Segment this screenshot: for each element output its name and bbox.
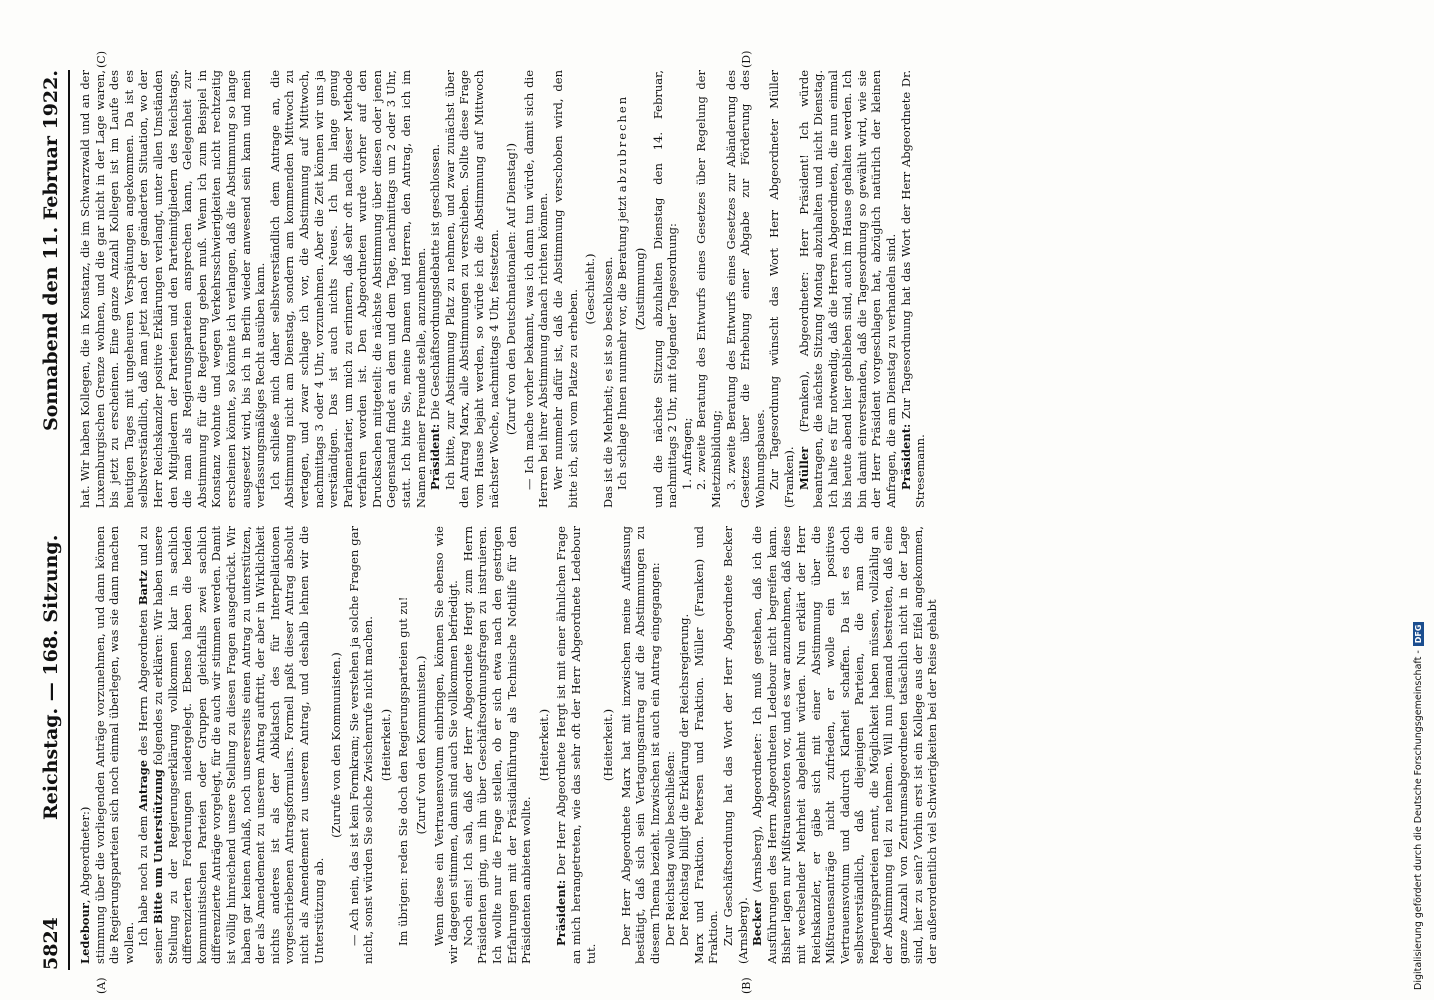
column-a-paragraph: Präsident: Der Herr Abgeordnete Hergt ist mit einer ähnlichen Frage an mich herangetreten, wie das sehr oft der Herr Abgeordnete Ledebour tut.	[554, 526, 598, 964]
column-b-interjection: (Zuruf von den Deutschnationalen: Auf Dienstag!)	[504, 143, 519, 435]
column-b-paragraph: Wer nunmehr dafür ist, daß die Abstimmung verschoben wird, den bitte ich, sich vom Platze zu erheben.	[551, 70, 580, 508]
column-b-paragraph: Ich bitte, zur Abstimmung Platz zu nehmen, und zwar zunächst über den Antrag Marx, alle Abstimmungen zu verschieben. Sollte diese Frage vom Hause bejaht werden, so würde ich die Abstimmung auf Mittwoch nächster Woche, nachmittags 4 Uhr, festsetzen.	[442, 70, 501, 508]
text-column-right	[78, 70, 1368, 508]
header-date: Sonnabend den 11. Februar 1922.	[40, 70, 62, 431]
column-a-paragraph: Der Reichstag wolle beschließen:	[662, 751, 677, 946]
column-a-paragraph: Ledebour, Abgeordneter:)	[78, 806, 92, 964]
column-b-paragraph: Zur Tagesordnung wünscht das Wort Herr Abgeordneter Müller (Franken).	[767, 70, 796, 508]
column-b-paragraph: hat. Wir haben Kollegen, die in Konstanz, die im Schwarzwald und an der Luxemburgischen Grenze wohnen, und die gar nicht in der Lage waren, bis jetzt zu erscheinen. Eine ganze Anzahl Kollegen ist im Laufe des heutigen Tages mit ungeheuren Verspätungen angekommen. Da ist es selbstverständlich, daß man jetzt nach der geänderten Situation, wo der Herr Reichskanzler positive Erklärungen verlangt, unter allen Umständen den Mitgliedern der Parteien und den Parteimitgliedern des Reichstags, die man als Regierungsparteien ansprechen kann, Gelegenheit zur Abstimmung für die Regierung geben muß. Wenn ich zum Beispiel in Konstanz wohnte und wegen Verkehrsschwierigkeiten nicht rechtzeitig erscheinen könnte, so könnte ich verlangen, daß die Abstimmung so lange ausgesetzt wird, bis ich in Berlin wieder anwesend sein kann und mein verfassungsmäßiges Recht ausüben kann.	[78, 70, 268, 508]
column-a-interjection: (Zuruf von den Kommunisten.)	[414, 655, 429, 835]
column-b-paragraph: 2. zweite Beratung des Entwurfs eines Gesetzes über Regelung der Mietzinsbildung;	[694, 70, 723, 508]
column-b-paragraph: Das ist die Mehrheit; es ist so beschlossen.	[600, 256, 615, 508]
dfg-logo: DFG	[1413, 622, 1424, 647]
column-a-paragraph: Becker (Arnsberg), Abgeordneter: Ich muß gestehen, daß ich die Ausführungen des Herrn Abgeordneten Ledebour nicht begreifen kann. Bisher lagen nur Mißtrauensvoten vor, und es war anzunehmen, daß diese mit wechselnder Mehrheit abgelehnt würden. Nun erklärt der Herr Reichskanzler, er gäbe sich mit einer Abstimmung über die Mißtrauensanträge nicht zufrieden, er wolle ein positives Vertrauensvotum und dadurch Klarheit schaffen. Da ist es doch selbstverständlich, daß diejenigen Parteien, die man die Regierungsparteien nennt, die Möglichkeit haben müssen, vollzählig an der Abstimmung teil zu nehmen. Will nun jemand bestreiten, daß eine ganze Anzahl von Zentrumsabgeordneten tatsächlich nicht in der Lage sind, hier zu sein? Vorhin erst ist ein Kollege aus der Eifel angekommen, der außerordentlich viel Schwierigkeiten bei der Reise gehabt	[750, 526, 940, 964]
column-a-paragraph: Ich habe noch zu dem Antrage des Herrn Abgeordneten Bartz und zu seiner Bitte um Unterstützung folgendes zu erklären: Wir haben unsere Stellung zu der Regierungserklärung vollkommen klar in sachlich differenzierten Forderungen niedergelegt. Ebenso haben die beiden kommunistischen Parteien oder Gruppen gleichfalls zwei sachlich differenzierte Anträge vorgelegt, für die auch wir stimmen werden. Damit ist völlig hinreichend unsere Stellung zu diesen Fragen ausgedrückt. Wir haben gar keinen Anlaß, noch unsererseits einen Antrag zu unterstützen, der als Amendement zu unserem Antrag auftritt, der aber in Wirklichkeit nichts anderes ist als der Abklatsch des für Interpellationen vorgeschriebenen Antragsformulars. Formell paßt dieser Antrag absolut nicht als Amendement zu unserem Antrag, und deshalb lehnen wir die Unterstützung ab.	[136, 526, 326, 964]
column-a-paragraph: Wenn diese ein Vertrauensvotum einbringen, können Sie ebenso wie wir dagegen stimmen, dann sind auch Sie vollkommen befriedigt.	[431, 526, 461, 964]
column-b-paragraph: — Ich mache vorher bekannt, was ich dann tun würde, damit sich die Herren bei ihrer Abstimmung danach richten können.	[521, 70, 551, 508]
column-a-interjection: (Heiterkeit.)	[536, 708, 551, 782]
column-a-paragraph: stimmung über die vorliegenden Anträge vorzunehmen, und dann können die Regierungsparteien sich noch einmal überlegen, was sie dann machen wollen.	[92, 526, 136, 964]
column-b-paragraph: Müller (Franken), Abgeordneter: Herr Präsident! Ich würde beantragen, die nächste Sitzung Montag abzuhalten und nicht Dienstag. Ich halte es für notwendig, daß die Herren Abgeordneten, die nun einmal bis heute abend hier geblieben sind, auch im Hause gehalten werden. Ich bin damit einverstanden, daß die Tagesordnung so gewählt wird, wie sie der Herr Präsident vorgeschlagen hat, abzüglich natürlich der kleinen Anfragen, die am Dienstag zu verhandeln sind.	[796, 70, 899, 508]
page-header	[40, 70, 70, 970]
column-a-paragraph: Noch eins! Ich sah, daß der Herr Abgeordnete Hergt zum Herrn Präsidenten ging, um ihn über Geschäftsordnungsfragen zu instruieren. Ich wollte nur die Frage stellen, ob er sich etwa nach den gestrigen Erfahrungen mit der Präsidialführung als Technische Nothilfe für den Präsidenten anbieten wollte.	[460, 526, 534, 964]
column-a-paragraph: — Ach nein, das ist kein Formkram; Sie verstehen ja solche Fragen gar nicht, sonst würden Sie solche Zwischenrufe nicht machen.	[346, 526, 376, 964]
column-a-paragraph: Im übrigen: reden Sie doch den Regierungsparteien gut zu!	[396, 596, 411, 946]
column-a-interjection: (Heiterkeit.)	[378, 708, 393, 782]
margin-mark-d: (D)	[740, 50, 753, 68]
column-b-paragraph: und die nächste Sitzung abzuhalten Dienstag den 14. Februar, nachmittags 2 Uhr, mit folgender Tagesordnung:	[650, 70, 680, 508]
column-b-paragraph: Präsident: Zur Tagesordnung hat das Wort der Herr Abgeordnete Dr. Stresemann.	[898, 70, 928, 508]
column-a-paragraph: Der Reichstag billigt die Erklärung der Reichsregierung.	[677, 613, 692, 946]
digitization-sidebar	[1413, 10, 1431, 990]
page-number: 5824	[40, 917, 62, 970]
column-b-paragraph: Präsident: Die Geschäftsordnungsdebatte ist geschlossen.	[428, 143, 443, 490]
column-b-interjection: (Geschieht.)	[583, 253, 598, 325]
column-b-paragraph: Ich schlage Ihnen nunmehr vor, die Beratung jetzt abzubrechen	[615, 94, 630, 490]
rotated-page	[0, 40, 1400, 1000]
column-b-paragraph: Ich schließe mich daher selbstverständlich dem Antrage an, die Abstimmung nicht am Dienstag, sondern am kommenden Mittwoch zu vertagen, und zwar schlage ich vor, die Abstimmung auf Mittwoch, nachmittags 3 oder 4 Uhr, vorzunehmen. Aber die Zeit können wir uns ja verständigen. Das ist auch nichts Neues. Ich bin lange genug Parlamentarier, um mich zu erinnern, daß sehr oft nach dieser Methode verfahren worden ist. Den Abgeordneten wurde vorher auf den Drucksachen mitgeteilt: die nächste Abstimmung über diesen oder jenen Gegenstand findet an dem und dem Tage, nachmittags um 2 oder 3 Uhr, statt. Ich bitte Sie, meine Damen und Herren, den Antrag, den ich im Namen meiner Freunde stelle, anzunehmen.	[267, 70, 428, 508]
column-a-interjection: (Heiterkeit.)	[601, 708, 616, 782]
column-b-paragraph: 3. zweite Beratung des Entwurfs eines Gesetzes zur Abänderung des Gesetzes über die Erhebung einer Abgabe zur Förderung des Wohnungsbaues.	[723, 70, 767, 508]
column-b-paragraph: 1. Anfragen;	[679, 417, 694, 490]
header-rule	[68, 70, 70, 970]
column-a-paragraph: Der Herr Abgeordnete Marx hat mit inzwischen meine Auffassung bestätigt, daß sich sein Vertagungsantrag auf die Abstimmungen zu diesem Thema bezieht. Inzwischen ist auch ein Antrag eingegangen:	[618, 526, 662, 964]
digitization-note: Digitalisierung gefördert durch die Deutsche Forschungsgemeinschaft -	[1413, 650, 1424, 990]
column-a-paragraph: Zur Geschäftsordnung hat das Wort der Herr Abgeordnete Becker (Arnsberg).	[720, 526, 750, 964]
column-a-paragraph: Marx und Fraktion. Petersen und Fraktion. Müller (Franken) und Fraktion.	[691, 526, 721, 964]
margin-mark-b: (B)	[740, 977, 753, 994]
text-column-left	[78, 526, 1368, 964]
column-b-interjection: (Zustimmung)	[632, 247, 647, 331]
column-a-interjection: (Zurufe von den Kommunisten.)	[329, 652, 344, 838]
margin-mark-a: (A)	[95, 977, 108, 994]
margin-mark-c: (C)	[95, 51, 108, 68]
header-title: Reichstag. — 168. Sitzung.	[40, 534, 62, 820]
